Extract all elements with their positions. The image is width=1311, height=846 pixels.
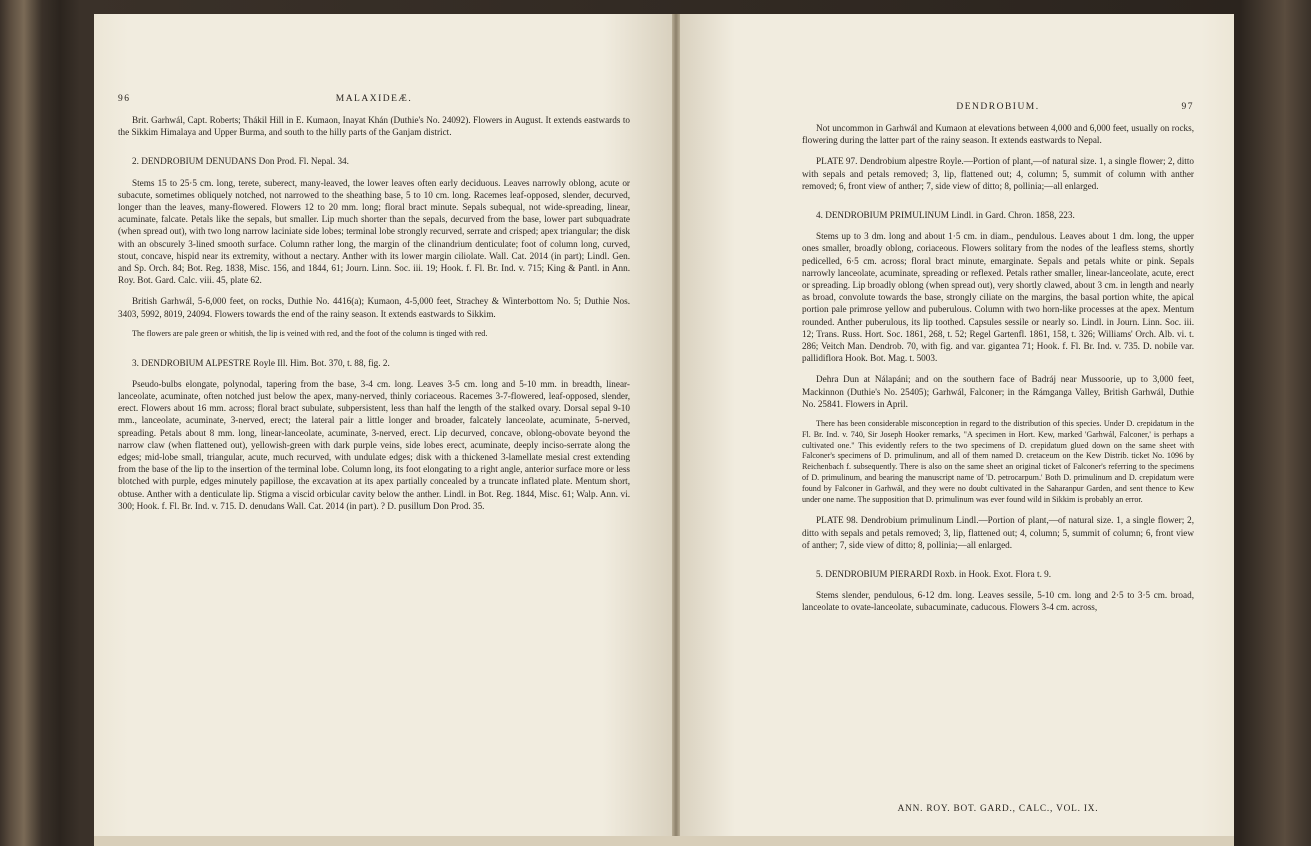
page-edge xyxy=(94,836,1234,846)
running-title-left: MALAXIDEÆ. xyxy=(335,94,413,104)
right-page xyxy=(680,14,1234,836)
page-number-right: 97 xyxy=(1181,102,1194,112)
species-heading: 2. DENDROBIUM DENUDANS Don Prod. Fl. Nepal. 34. xyxy=(132,156,349,167)
running-title-right: DENDROBIUM. xyxy=(956,102,1040,112)
species-heading: 4. DENDROBIUM PRIMULINUM Lindl. in Gard. Chron. 1858, 223. xyxy=(816,210,1075,221)
left-text-body xyxy=(118,114,630,512)
paragraph: Pseudo-bulbs elongate, polynodal, tapering from the base, 3-4 cm. long. Leaves 3-5 cm. long and 5-10 mm. in breadth, linear-lanceolate, acuminate, often notched just below the apex, many-nerved, thinly coriaceous. Racemes 3-7-flowered, leaf-opposed, slender, erect. Flowers about 16 mm. across; floral bract subulate, subpersistent, less than half the length of the stalked ovary. Dorsal sepal 9-10 mm., lanceolate, acuminate, 3-nerved, erect; the lateral pair a little longer and broader, falcately lanceolate, acuminate, 5-nerved, spreading. Petals about 8 mm. long, linear-lanceolate, acuminate, 3-nerved, erect. Lip decurved, concave, oblong-obovate beyond the narrow claw (when flattened out), yellowish-green with dark purple veins, side lobes erect, acuminate, deeply inciso-serrate along the edges; mid-lobe small, triangular, acute, much recurved, with undulate edges; disk with a thickened 3-lamellate mesial crest extending from the base of the lip to the insertion of the terminal lobe. Column long, its foot elongating to a right angle, anterior surface more or less blotched with purple, edges minutely papillose, the excavation at its apex partially concealed by a truncate inflated plate. Mentum short, obtuse. Anther with a denticulate lip. Stigma a viscid orbicular cavity below the anther. Lindl. in Bot. Reg. 1844, Misc. 61; Walp. Ann. vi. 300; Hook. f. Fl. Br. Ind. v. 715. D. denudans Wall. Cat. 2014 (in part). ? D. pusillum Don Prod. 35. xyxy=(118,378,630,511)
paragraph: Dehra Dun at Nálapáni; and on the southern face of Badráj near Mussoorie, up to 3,000 feet, Mackinnon (Duthie's No. 25405); Garhwál, Falconer; in the Rámganga Valley, British Garhwál, Duthie No. 25841. Flowers in April. xyxy=(802,374,1194,409)
page-number-left: 96 xyxy=(118,94,131,104)
plate-caption: PLATE 98. Dendrobium primulinum Lindl.—Portion of plant,—of natural size. 1, a single flower; 2, ditto with sepals and petals removed; 3, lip, flattened out; 4, column; 5, summit of column; 6, front view of anther; 7, side view of ditto; 8, pollinia;—all enlarged. xyxy=(802,515,1194,550)
paragraph: Stems slender, pendulous, 6-12 dm. long. Leaves sessile, 5-10 cm. long and 2·5 to 3·5 cm. broad, lanceolate to ovate-lanceolate, subacuminate, caducous. Flowers 3-4 cm. across, xyxy=(802,590,1194,613)
paragraph: British Garhwál, 5-6,000 feet, on rocks, Duthie No. 4416(a); Kumaon, 4-5,000 feet, Strachey & Winterbottom No. 5; Duthie Nos. 3403, 5992, 8019, 24094. Flowers towards the end of the rainy season. It extends eastwards to Sikkim. xyxy=(118,296,630,319)
species-heading: 5. DENDROBIUM PIERARDI Roxb. in Hook. Exot. Flora t. 9. xyxy=(816,569,1052,580)
left-page xyxy=(94,14,672,836)
species-heading: 3. DENDROBIUM ALPESTRE Royle Ill. Him. Bot. 370, t. 88, fig. 2. xyxy=(132,357,390,368)
journal-footer: ANN. ROY. BOT. GARD., CALC., VOL. IX. xyxy=(897,804,1099,814)
note-paragraph: There has been considerable misconception in regard to the distribution of this species. Under D. crepidatum in the Fl. Br. Ind. v. 740, Sir Joseph Hooker remarks, "A specimen in Hort. Kew, marked 'Garhwál, Falconer,' is perhaps a cultivated one." This evidently refers to the two specimens of D. crepidatum glued down on the same sheet with Falconer's specimens of D. primulinum, and all of them named D. cretaceum on the Kew Distrib. ticket No. 1096 by Reichenbach f. subsequently. There is also on the same sheet an original ticket of Falconer's referring to the specimens of D. primulinum, and bearing the manuscript name of 'D. petrocarpum.' Both D. primulinum and D. crepidatum were found by Falconer in Garhwál, and they were no doubt cultivated in the Saharanpur Garden, and sent thence to Kew under one name. The supposition that D. primulinum was ever found wild in Sikkim is probably an error. xyxy=(802,419,1194,504)
gutter xyxy=(672,14,680,836)
paragraph: Brit. Garhwál, Capt. Roberts; Thákil Hill in E. Kumaon, Inayat Khán (Duthie's No. 24092). Flowers in August. It extends eastwards to the Sikkim Himalaya and Upper Burma, and south to the hilly parts of the Ganjam district. xyxy=(118,115,630,138)
left-running-head xyxy=(118,94,630,104)
right-running-head xyxy=(802,102,1194,112)
paragraph: Not uncommon in Garhwál and Kumaon at elevations between 4,000 and 6,000 feet, usually on rocks, flowering during the latter part of the rainy season. It extends eastwards to Nepal. xyxy=(802,123,1194,146)
paragraph: Stems 15 to 25·5 cm. long, terete, suberect, many-leaved, the lower leaves often early deciduous. Leaves narrowly oblong, acute or subacute, sometimes obliquely notched, not narrowed to the sheathing base, 5 to 10 cm. long. Racemes leaf-opposed, slender, decurved, longer than the leaves, many-flowered. Flowers 12 to 20 mm. long; floral bract minute. Sepals subequal, not wide-spreading, linear, acuminate, falcate. Petals like the sepals, but smaller. Lip much shorter than the sepals, decurved from the base, lower part subquadrate (when spread out), with two long narrow laciniate side lobes; terminal lobe strongly recurved, serrate and crisped; apex triangular; the disk with an obscurely 3-lined smooth surface. Column rather long, the margin of the clinandrium denticulate; foot of column long, curved, stout, concave, hispid near its extremity, without a nectary. Anther with its lower margin ciliolate. Wall. Cat. 2014 (in part); Lindl. Gen. and Sp. Orch. 84; Bot. Reg. 1838, Misc. 156, and 1844, 61; Journ. Linn. Soc. iii. 19; Hook. f. Fl. Br. Ind. v. 715; King & Pantl. in Ann. Roy. Bot. Gard. Calc. viii. 45, plate 62. xyxy=(118,177,630,286)
right-text-body xyxy=(802,122,1194,614)
paragraph: Stems up to 3 dm. long and about 1·5 cm. in diam., pendulous. Leaves about 1 dm. long, the upper ones smaller, broadly oblong, coriaceous. Flowers solitary from the nodes of the leafless stems, shortly pedicelled, 6·5 cm. across; floral bract minute, emarginate. Sepals and petals white or pink. Sepals narrowly lanceolate, acuminate, spreading or reflexed. Petals rather smaller, linear-lanceolate, acute, erect or spreading. Lip broadly oblong (when spread out), very shortly clawed, about 3 cm. in length and nearly as broad, convolute towards the base, strongly ciliate on the margins, the basal portion white, the apical portion pale primrose yellow and puberulous. Column with two horn-like processes at the apex. Mentum rounded. Anther puberulous, its lip toothed. Capsules sessile or nearly so. Lindl. in Journ. Linn. Soc. iii. 12; Trans. Russ. Hort. Soc. 1861, 268, t. 52; Regel Gartenfl. 1861, 158, t. 326; Williams' Orch. Alb. vi. t. 286; Veitch Man. Dendrob. 70, with fig. and var. gigantea 71; Hook. f. Fl. Br. Ind. v. 735. D. nobile var. pallidiflora Hook. Bot. Mag. t. 5003. xyxy=(802,231,1194,364)
note-paragraph: The flowers are pale green or whitish, the lip is veined with red, and the foot of the column is tinged with red. xyxy=(132,328,488,338)
plate-caption: PLATE 97. Dendrobium alpestre Royle.—Portion of plant,—of natural size. 1, a single flower; 2, ditto with sepals and petals removed; 3, lip, flattened out; 4, column; 5, summit of column with anther removed; 6, front view of anther; 7, side view of ditto; 8, pollinia;—all enlarged. xyxy=(802,156,1194,191)
